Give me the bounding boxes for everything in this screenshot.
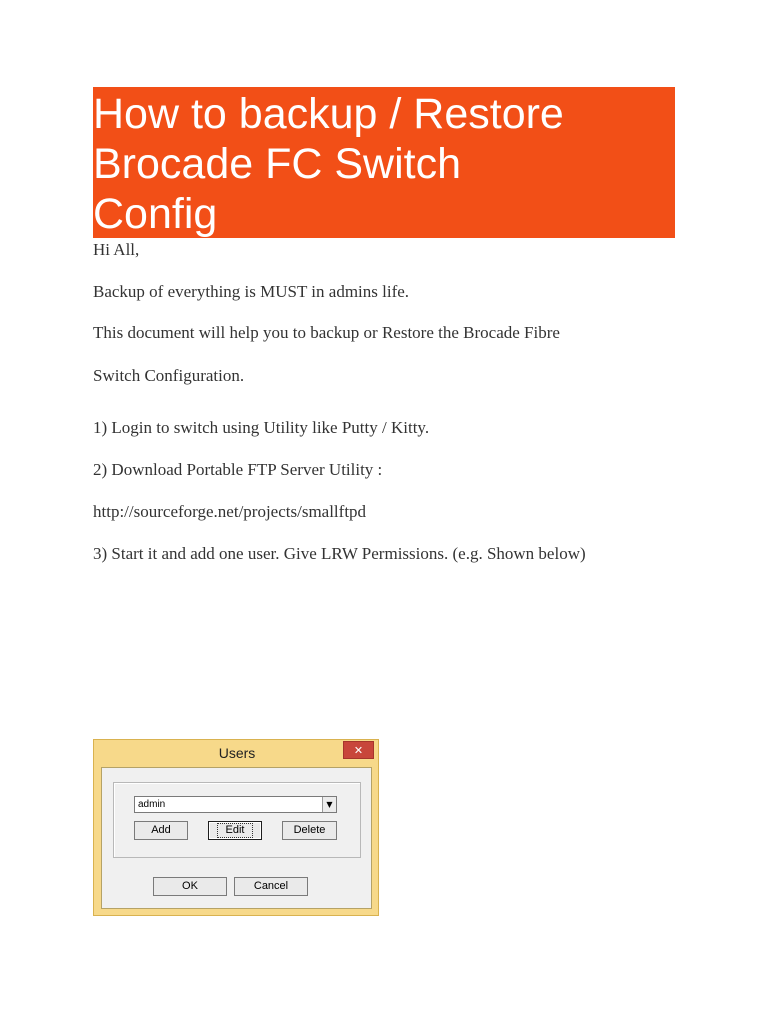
intro-text: Backup of everything is MUST in admins life.: [93, 282, 410, 301]
page-title: How to backup / Restore Brocade FC Switch Config: [93, 90, 564, 238]
ftp-url-link[interactable]: http://sourceforge.net/projects/smallftpd: [93, 502, 367, 521]
step-2-text: 2) Download Portable FTP Server Utility :: [93, 460, 383, 479]
purpose-text-line1: This document will help you to backup or Restore the Brocade Fibre: [93, 323, 560, 342]
edit-user-button-label: Edit: [217, 823, 254, 838]
purpose-text-line2: Switch Configuration.: [93, 366, 245, 385]
ok-button[interactable]: OK: [153, 877, 227, 896]
dialog-body: [101, 767, 372, 909]
edit-user-button[interactable]: [208, 821, 262, 840]
dialog-title: Users: [218, 745, 256, 761]
add-user-button[interactable]: Add: [134, 821, 188, 840]
close-icon[interactable]: ✕: [343, 741, 374, 759]
users-dialog: [93, 739, 379, 916]
delete-user-button[interactable]: Delete: [282, 821, 337, 840]
cancel-button[interactable]: Cancel: [234, 877, 308, 896]
user-select-value: admin: [138, 799, 166, 810]
title-banner: [93, 87, 675, 238]
greeting-text: Hi All,: [93, 240, 140, 259]
step-1-text: 1) Login to switch using Utility like Putty / Kitty.: [93, 418, 430, 437]
chevron-down-icon[interactable]: ▼: [322, 797, 336, 812]
user-select[interactable]: [134, 796, 337, 813]
user-groupbox: [113, 782, 361, 858]
step-3-text: 3) Start it and add one user. Give LRW Permissions. (e.g. Shown below): [93, 544, 586, 563]
